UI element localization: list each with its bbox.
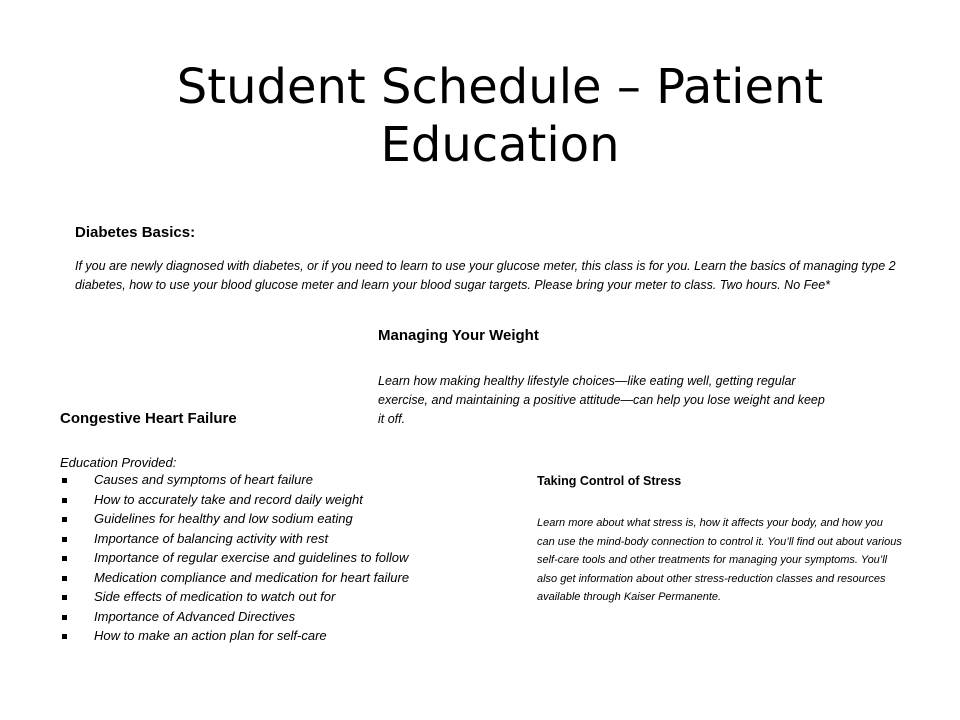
list-item: Causes and symptoms of heart failure: [60, 470, 409, 490]
bullet-icon: [62, 517, 67, 522]
list-item: How to accurately take and record daily weight: [60, 490, 409, 510]
page-title: Student Schedule – Patient Education: [176, 59, 824, 173]
chf-topic-list: [60, 470, 409, 646]
bullet-icon: [62, 478, 67, 483]
list-item: Medication compliance and medication for heart failure: [60, 568, 409, 588]
bullet-icon: [62, 615, 67, 620]
bullet-icon: [62, 556, 67, 561]
list-item: Importance of regular exercise and guidelines to follow: [60, 548, 409, 568]
list-item: Side effects of medication to watch out for: [60, 587, 409, 607]
list-item: Importance of balancing activity with rest: [60, 529, 409, 549]
bullet-icon: [62, 595, 67, 600]
list-item: Importance of Advanced Directives: [60, 607, 409, 627]
stress-description: Learn more about what stress is, how it affects your body, and how you can use the mind-body connection to control it. You’ll find out about various self-care tools and other treatments for managing your symptoms. You’ll also get information about other stress-reduction classes and resources available through Kaiser Permanente.: [537, 517, 902, 603]
bullet-icon: [62, 498, 67, 503]
diabetes-heading: Diabetes Basics:: [75, 224, 196, 241]
bullet-icon: [62, 537, 67, 542]
stress-heading: Taking Control of Stress: [537, 474, 682, 488]
bullet-icon: [62, 634, 67, 639]
chf-heading: Congestive Heart Failure: [60, 410, 237, 427]
bullet-icon: [62, 576, 67, 581]
diabetes-description: If you are newly diagnosed with diabetes, or if you need to learn to use your glucose meter, this class is for you. Learn the basics of managing type 2 diabetes, how to use your blood glucose meter and learn your blood sugar targets. Please bring your meter to class. Two hours. No Fee*: [75, 259, 896, 292]
chf-intro: Education Provided:: [60, 455, 177, 470]
weight-heading: Managing Your Weight: [378, 327, 539, 344]
weight-description: Learn how making healthy lifestyle choices—like eating well, getting regular exercise, and maintaining a positive attitude—can help you lose weight and keep it off.: [378, 374, 825, 426]
list-item: How to make an action plan for self-care: [60, 626, 409, 646]
list-item: Guidelines for healthy and low sodium eating: [60, 509, 409, 529]
